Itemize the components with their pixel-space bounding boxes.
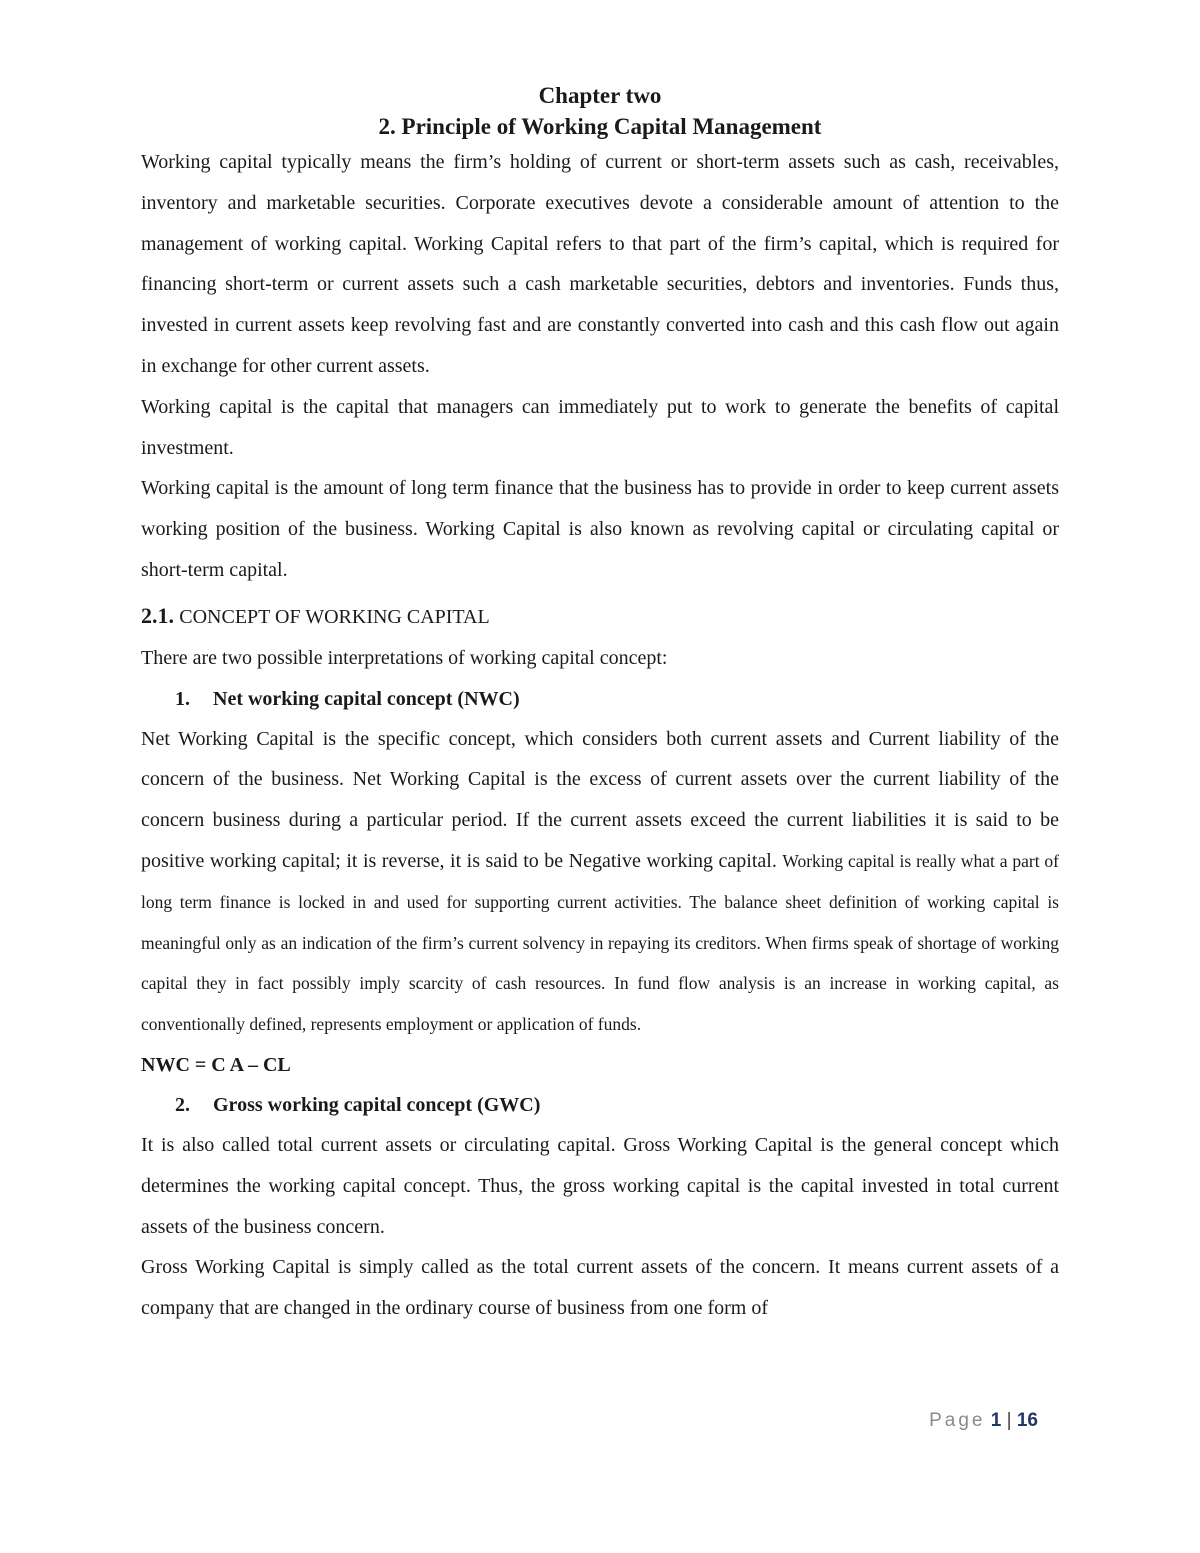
nwc-heading bbox=[141, 679, 1059, 719]
nwc-paragraph bbox=[141, 719, 1059, 1045]
current-page-number: 1 bbox=[990, 1410, 1002, 1431]
section-number: 2.1. bbox=[141, 602, 174, 628]
page-content bbox=[141, 80, 1059, 1329]
section-title: CONCEPT OF WORKING CAPITAL bbox=[179, 605, 490, 628]
nwc-number: 1. bbox=[175, 687, 190, 710]
nwc-formula: NWC = C A – CL bbox=[141, 1053, 291, 1076]
chapter-label: Chapter two bbox=[538, 83, 662, 108]
nwc-heading-text: Net working capital concept (NWC) bbox=[213, 687, 520, 710]
chapter-title: 2. Principle of Working Capital Management bbox=[378, 114, 822, 139]
gwc-number: 2. bbox=[175, 1093, 190, 1116]
intro-paragraph: Working capital is the capital that managers can immediately put to work to generate the benefits of capital investment. bbox=[141, 395, 1059, 459]
intro-paragraph: Working capital is the amount of long term finance that the business has to provide in order to keep current assets working position of the business. Working Capital is also known as revolving capital or circulating capital or short-term capital. bbox=[141, 477, 1059, 581]
gwc-heading bbox=[141, 1085, 1059, 1125]
intro-paragraph: Working capital typically means the firm’s holding of current or short-term assets such as cash, receivables, inventory and marketable securities. Corporate executives devote a considerable amount of attention to the management of working capital. Working Capital refers to that part of the firm’s capital, which is required for financing short-term or current assets such a cash marketable securities, debtors and inventories. Funds thus, invested in current assets keep revolving fast and are constantly converted into cash and this cash flow out again in exchange for other current assets. bbox=[141, 151, 1059, 377]
nwc-paragraph-a: Net Working Capital is the specific concept, which considers both current assets and Current liability of the concern of the business. Net Working Capital is the excess of current assets over the current liability of the concern business during a particular period. If the current assets exceed the current liabilities it is said to be positive working capital; it is reverse, it is said to be Negative working capital. bbox=[141, 727, 1059, 872]
page-footer bbox=[878, 1410, 1038, 1432]
nwc-paragraph-b: Working capital is really what a part of long term finance is locked in and used for supporting current activities. The balance sheet definition of working capital is meaningful only as an indication of the firm’s current solvency in repaying its creditors. When firms speak of shortage of working capital they in fact possibly imply scarcity of cash resources. In fund flow analysis is an increase in working capital, as conventionally defined, represents employment or application of funds. bbox=[141, 850, 1060, 1035]
gwc-heading-text: Gross working capital concept (GWC) bbox=[213, 1093, 541, 1116]
page-separator: | bbox=[1006, 1410, 1012, 1431]
page-word: Page bbox=[929, 1410, 986, 1431]
gwc-paragraph: It is also called total current assets or circulating capital. Gross Working Capital is the general concept which determines the working capital concept. Thus, the gross working capital is the capital invested in total current assets of the business concern. bbox=[141, 1133, 1059, 1238]
total-pages: 16 bbox=[1016, 1410, 1038, 1431]
gwc-paragraph: Gross Working Capital is simply called as the total current assets of the concern. It means current assets of a company that are changed in the ordinary course of business from one form of bbox=[141, 1256, 1059, 1320]
section-intro: There are two possible interpretations of working capital concept: bbox=[141, 646, 668, 669]
section-heading bbox=[141, 601, 1059, 632]
